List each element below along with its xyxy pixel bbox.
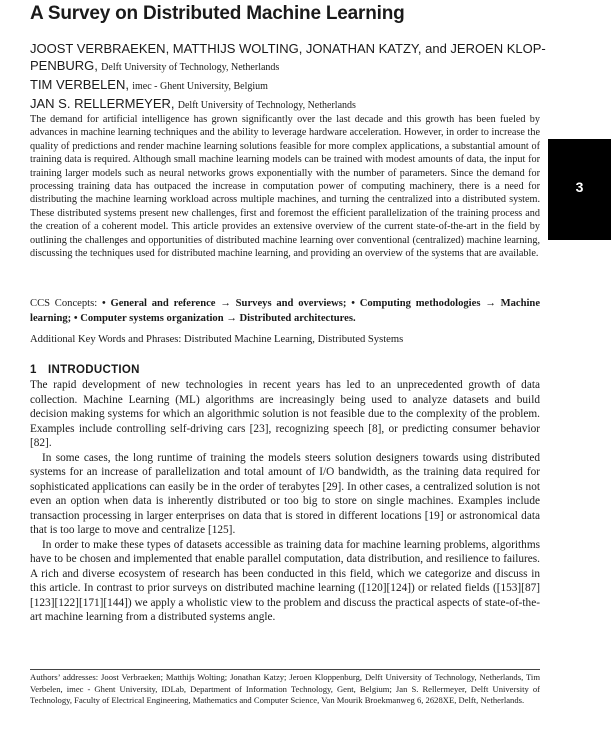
abstract: The demand for artificial intelligence has grown significantly over the last decade and this growth has been fueled by advances in machine learning techniques and the ability to leverage hardware acceleration. However, in order to increase the quality of predictions and render machine learning solutions feasible for more complex applications, a substantial amount of training data is required. Although small machine learning models can be trained with modest amounts of data, the input for training larger models such as neural networks grows exponentially with the number of parameters. Since the demand for processing training data has outpaced the increase in computation power of computing machinery, there is a need for distributing the machine learning workload across multiple machines, and turning the centralized into a distributed system. These distributed systems present new challenges, first and foremost the efficient parallelization of the training process and the creation of a coherent model. This article provides an extensive overview of the current state-of-the-art in the field by outlining the challenges and opportunities of distributed machine learning over conventional (centralized) machine learning, discussing the techniques used for distributed machine learning, and providing an overview of the systems that are available. (30, 114, 540, 260)
paragraph: In order to make these types of datasets accessible as training data for machine learning problems, algorithms have to be chosen and implemented that enable parallel computation, data distribution, and resilience to failures. A rich and diverse ecosystem of research has been conducted in this field, which we categorize and discuss in this article. In contrast to prior surveys on distributed machine learning ([120][124]) or related fields ([153][87][123][122][171][144]) we apply a wholistic view to the problem and discuss the practical aspects of state-of-the-art machine learning from a distributed systems angle. (30, 538, 540, 623)
authors-addresses-footnote: Authors’ addresses: Joost Verbraeken; Matthijs Wolting; Jonathan Katzy; Jeroen Kloppenburg, Delft University of Technology, Netherlands, Tim Verbelen, imec - Ghent University, IDLab, Department of Information Technology, Gent, Belgium; Jan S. Rellermeyer, Delft University of Technology, Faculty of Electrical Engineering, Mathematics and Computer Science, Van Mourik Broekmanweg 6, 2628XE, Delft, Netherlands. (30, 672, 540, 705)
paper-title: A Survey on Distributed Machine Learning (30, 3, 405, 24)
ccs-item: Computing methodologies → Machine learning; (30, 298, 541, 324)
footnote-rule (30, 669, 540, 670)
paragraph: The rapid development of new technologies in recent years has led to an unprecedented growth of data collection. Machine Learning (ML) algorithms are increasingly being used to analyze datasets and build decision making systems for which an algorithmic solution is not feasible due to the complexity of the problem. Examples include controlling self-driving cars [23], recognizing speech [8], or predicting consumer behavior [82]. (30, 379, 540, 449)
author-names: TIM VERBELEN, (30, 77, 129, 92)
author-names: JOOST VERBRAEKEN, MATTHIJS WOLTING, JONATHAN KATZY, and JEROEN KLOP-PENBURG, (30, 41, 546, 73)
section-title: INTRODUCTION (48, 364, 140, 376)
author-affiliation: Delft University of Technology, Netherlands (101, 62, 280, 73)
author-line (30, 76, 550, 95)
author-line (30, 40, 550, 76)
paragraph: In some cases, the long runtime of training the models steers solution designers towards using distributed systems for an increase of parallelization and total amount of I/O bandwidth, as the training data required for sophisticated applications can easily be in the order of terabytes [29]. In other cases, a centralized solution is not even an option when data is inherently distributed or too big to store on single machines. Examples include transaction processing in larger enterprises on data that is stored in different locations [19] or astronomical data that is too large to move and centralize [125]. (30, 451, 540, 536)
ccs-concepts: CCS Concepts: • General and reference → Surveys and overviews; • Computing methodologies → Machine learning; • Computer systems organization → Distributed architectures. (30, 298, 541, 324)
ccs-label: CCS Concepts: (30, 298, 98, 309)
author-block (30, 40, 550, 114)
author-line (30, 95, 550, 114)
ccs-item: General and reference → Surveys and overviews; (110, 298, 347, 309)
section-number: 1 (30, 364, 37, 376)
keywords (30, 333, 540, 347)
ccs-item: Computer systems organization → Distributed architectures. (80, 313, 356, 324)
page-number: 3 (575, 179, 584, 195)
author-names: JAN S. RELLERMEYER, (30, 96, 175, 111)
keywords-text: Distributed Machine Learning, Distributed Systems (184, 334, 404, 345)
author-affiliation: Delft University of Technology, Netherlands (177, 100, 356, 111)
author-affiliation: imec - Ghent University, Belgium (132, 81, 268, 92)
keywords-label: Additional Key Words and Phrases: (30, 334, 182, 345)
introduction-body (30, 378, 540, 625)
page-number-tab (548, 139, 611, 240)
section-heading (30, 363, 140, 377)
